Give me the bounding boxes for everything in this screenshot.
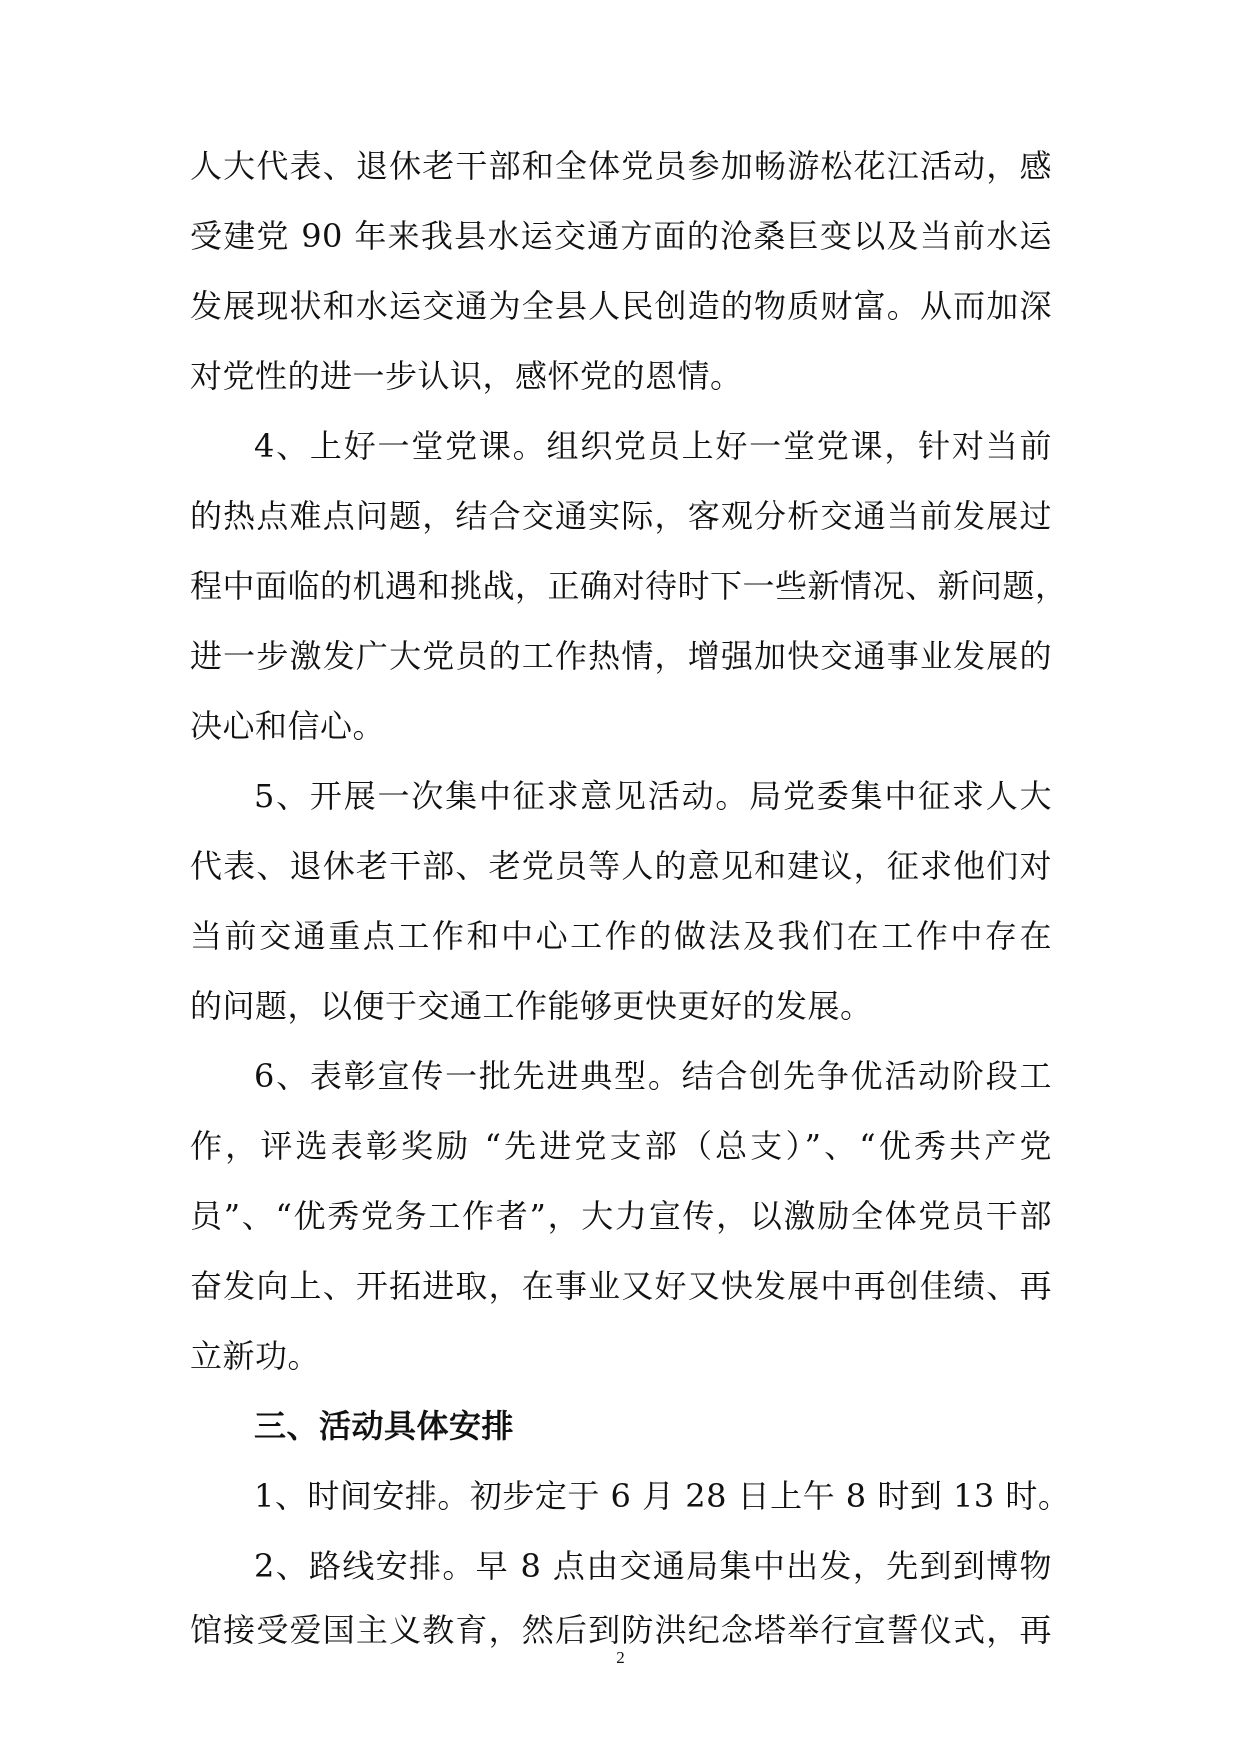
body-line-16: 员”、“优秀党务工作者”，大力宣传，以激励全体党员干部 [190,1197,1052,1235]
body-line-1: 人大代表、退休老干部和全体党员参加畅游松花江活动，感 [190,147,1052,185]
paragraph-5-start: 5、开展一次集中征求意见活动。局党委集中征求人大 [254,777,1052,815]
body-line-4: 对党性的进一步认识，感怀党的恩情。 [190,357,743,395]
route-line-2: 馆接受爱国主义教育，然后到防洪纪念塔举行宣誓仪式，再 [190,1611,1052,1649]
body-line-3: 发展现状和水运交通为全县人民创造的物质财富。从而加深 [190,287,1052,325]
body-line-17: 奋发向上、开拓进取，在事业又好又快发展中再创佳绩、再 [190,1267,1052,1305]
route-line-1: 2、路线安排。早 8 点由交通局集中出发，先到到博物 [254,1547,1052,1585]
page-number: 2 [616,1648,625,1667]
schedule-time-line: 1、时间安排。初步定于 6 月 28 日上午 8 时到 13 时。 [254,1477,1071,1515]
body-line-9: 决心和信心。 [190,707,386,745]
body-line-7: 程中面临的机遇和挑战，正确对待时下一些新情况、新问题， [190,567,1068,605]
body-line-8: 进一步激发广大党员的工作热情，增强加快交通事业发展的 [190,637,1052,675]
body-line-13: 的问题，以便于交通工作能够更快更好的发展。 [190,987,873,1025]
section-heading: 三、活动具体安排 [254,1407,515,1445]
paragraph-6-start: 6、表彰宣传一批先进典型。结合创先争优活动阶段工 [254,1057,1052,1095]
body-line-15: 作，评选表彰奖励 “先进党支部（总支）”、“优秀共产党 [190,1127,1052,1165]
paragraph-4-start: 4、上好一堂党课。组织党员上好一堂党课，针对当前 [254,427,1052,465]
body-line-18: 立新功。 [190,1337,321,1375]
body-line-2: 受建党 90 年来我县水运交通方面的沧桑巨变以及当前水运 [190,217,1052,255]
body-line-12: 当前交通重点工作和中心工作的做法及我们在工作中存在 [190,917,1052,955]
body-line-11: 代表、退休老干部、老党员等人的意见和建议，征求他们对 [190,847,1052,885]
body-line-6: 的热点难点问题，结合交通实际，客观分析交通当前发展过 [190,497,1052,535]
